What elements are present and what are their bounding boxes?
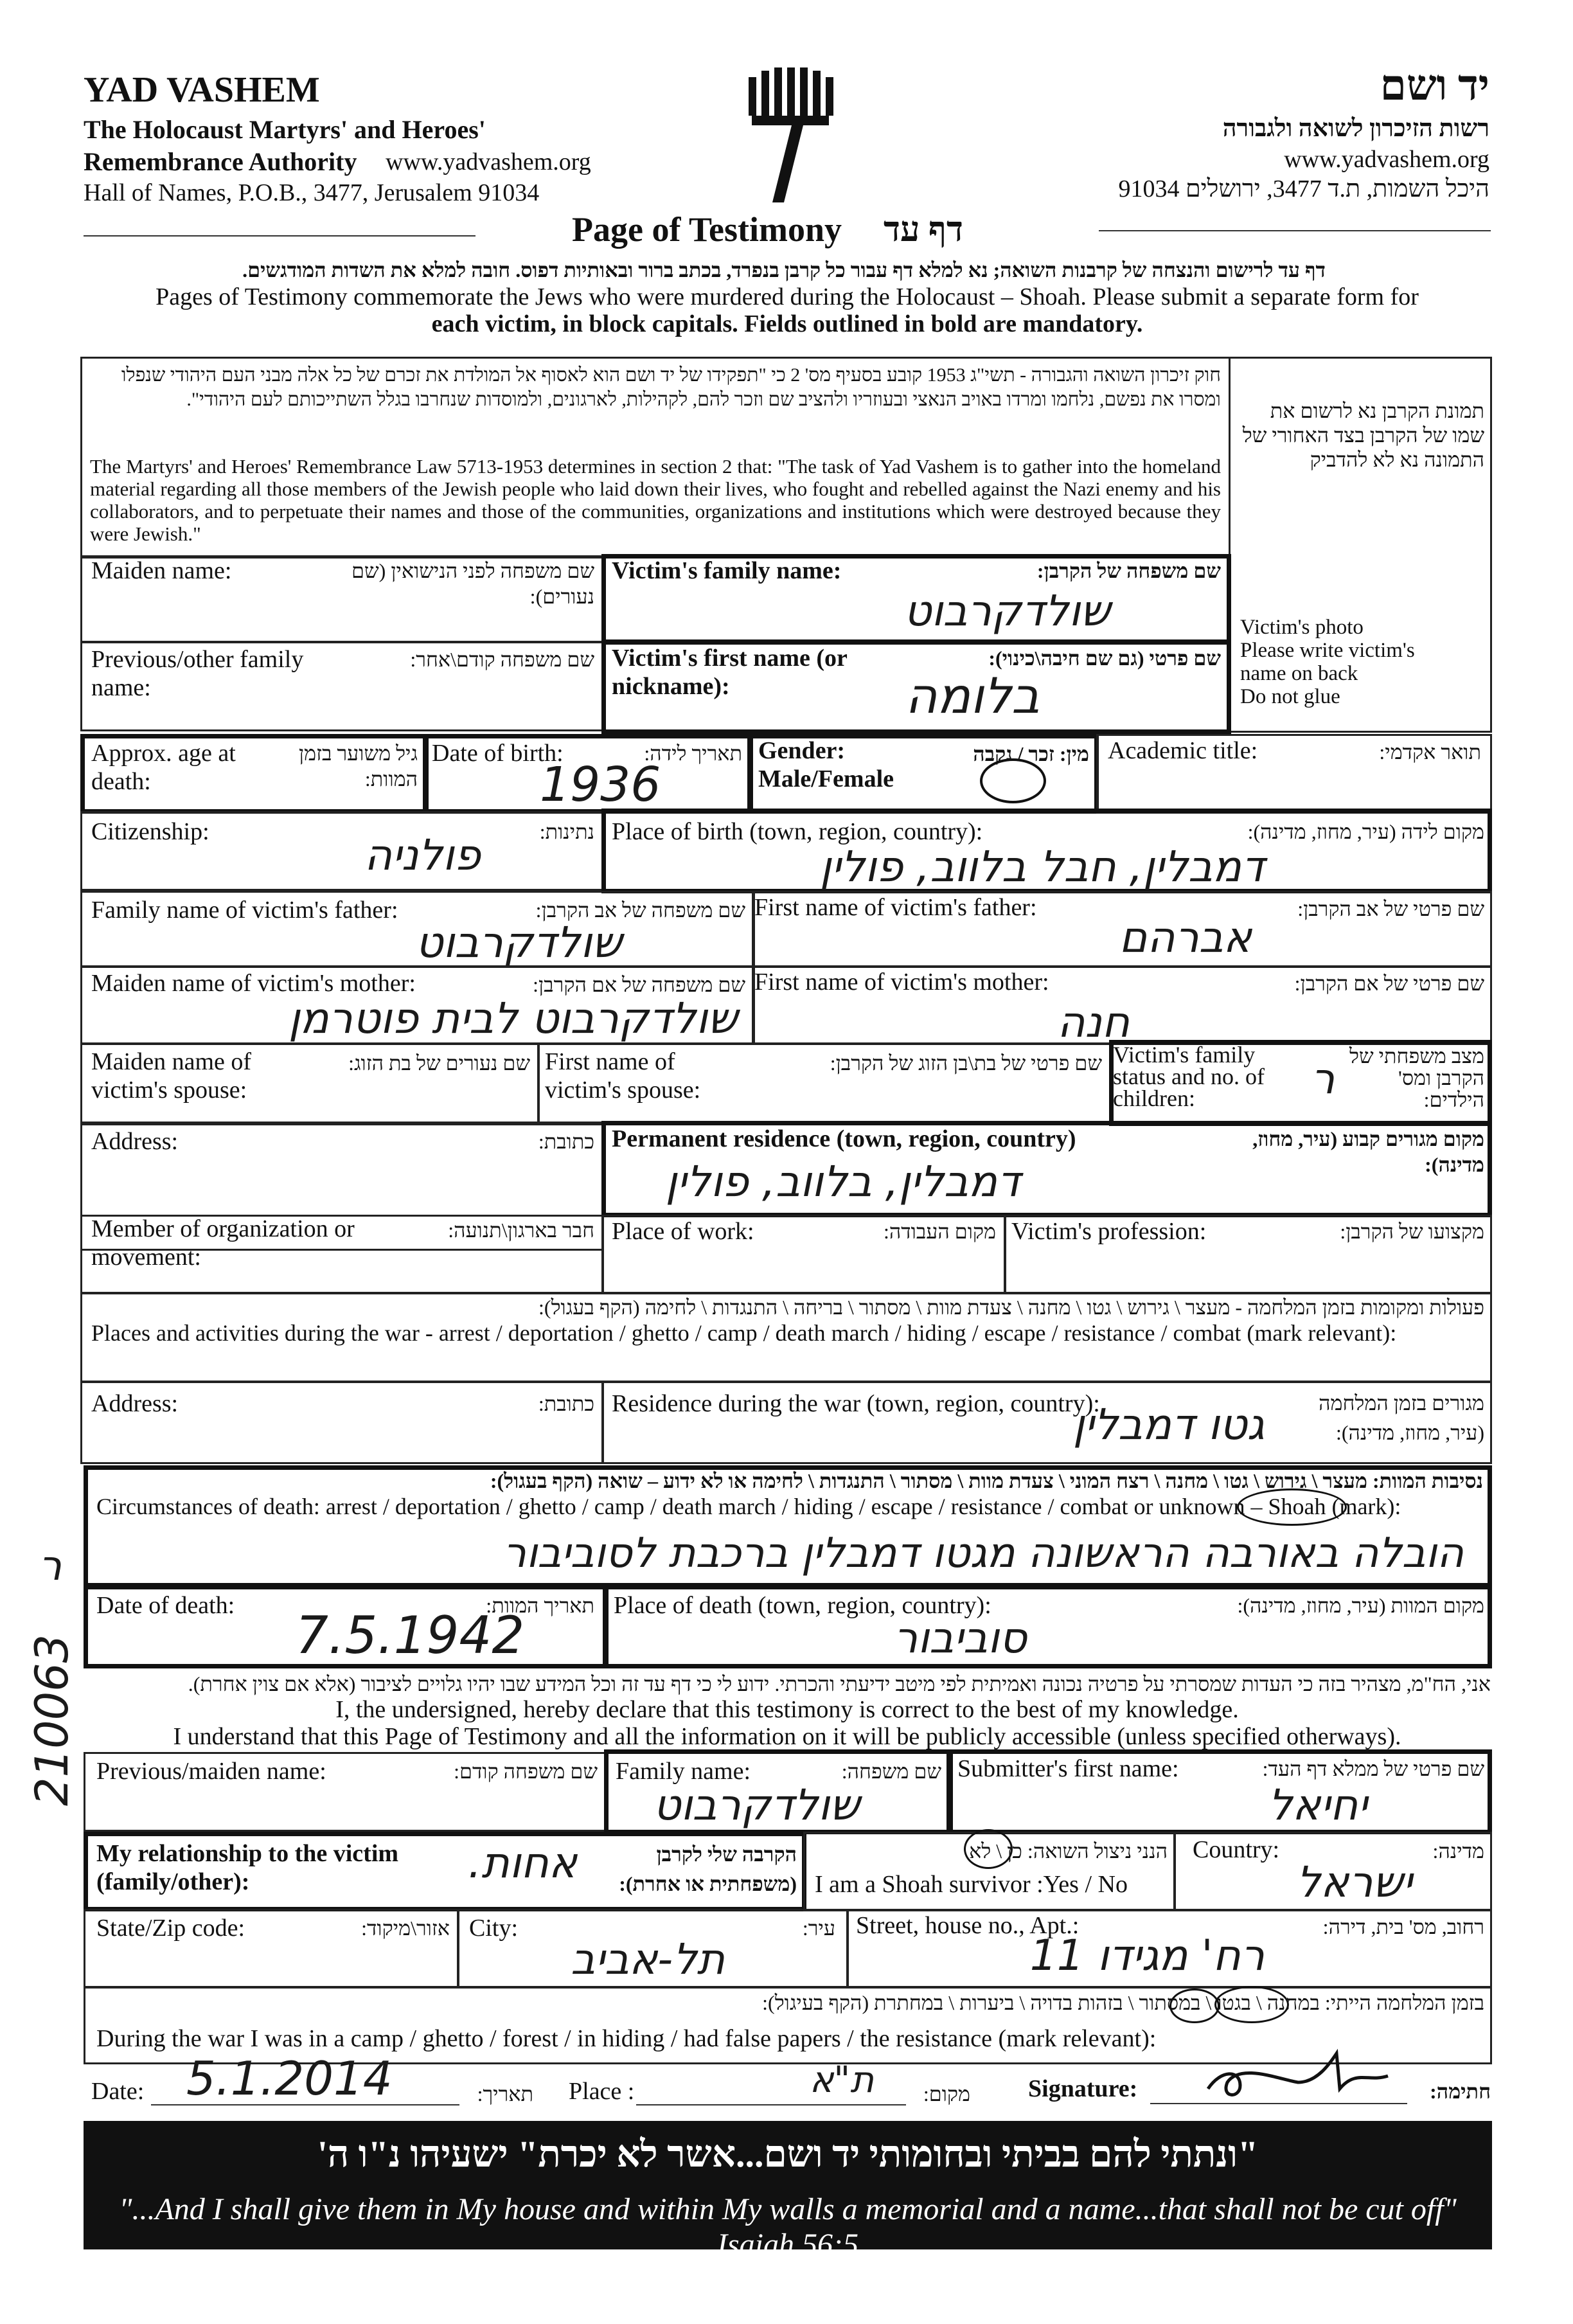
approx-age-label-en: Approx. age at death: xyxy=(91,740,236,795)
address-he: היכל השמות, ת.ד 3477, ירושלים 91034 xyxy=(1118,175,1489,202)
date-label-en: Date: xyxy=(91,2078,145,2105)
submitter-first-name-value: יחיאל xyxy=(1268,1780,1367,1830)
signature-label-en: Signature: xyxy=(1028,2075,1138,2102)
war-address-label-en: Address: xyxy=(91,1390,179,1417)
instructions-en-1: Pages of Testimony commemorate the Jews who were murdered during the Holocaust – Shoah. Please submit a separate form for xyxy=(156,283,1419,310)
place-of-work-label-en: Place of work: xyxy=(612,1218,754,1245)
place-label-en: Place : xyxy=(569,2078,635,2105)
signature-label-he: חתימה: xyxy=(1430,2080,1491,2103)
photo-instr-en-2: Please write victim's xyxy=(1240,639,1415,662)
law-text-he: חוק זיכרון השואה והגבורה - תשי"ג 1953 קובע בסעיף מס' 2 כי "תפקידו של יד ושם הוא לאסוף אל המולדת את זכרם של כל אלה מבני העם היהודי שנפלו ומסרו את נפשם, נלחמו ומרדו באויב הנאצי ובעוזריו ולהציב שם וזכר להם, לקהילות, לארגונים, ולמוסדות שנחרבו בגלל השתייכותם לעם היהודי". xyxy=(121,364,1221,410)
academic-title-label-en: Academic title: xyxy=(1108,737,1258,764)
place-of-death-label-en: Place of death (town, region, country): xyxy=(614,1592,991,1619)
permanent-residence-label-en: Permanent residence (town, region, country) xyxy=(612,1125,1076,1152)
date-of-birth-label-he: תאריך לידה: xyxy=(644,742,742,765)
shoah-survivor-label-en: I am a Shoah survivor :Yes / No xyxy=(815,1871,1128,1898)
mother-first-name-value: חנה xyxy=(1057,997,1130,1047)
father-first-name-value: אברהם xyxy=(1119,913,1252,962)
spouse-maiden-name-label-he: שם נעורים של בת הזוג: xyxy=(348,1051,530,1075)
submitter-first-name-label-he: שם פרטי של ממלא דף העד: xyxy=(1262,1757,1484,1780)
previous-name-label-en: Previous/other family name: xyxy=(91,646,304,701)
mother-first-name-label-en: First name of victim's mother: xyxy=(754,969,1049,996)
submitter-family-name-value: שולדקרבוט xyxy=(653,1780,860,1830)
profession-label-en: Victim's profession: xyxy=(1011,1218,1207,1245)
law-text-en: The Martyrs' and Heroes' Remembrance Law 5713-1953 determines in section 2 that: "The task of Yad Vashem is to gather into the homeland material regarding all those members of the Jewish people who laid down their lives, who fought and rebelled against the Nazi enemy and his collaborators, and to perpetuate their names and those of the communities, organizations and institutions which were destroyed because they were Jewish." xyxy=(90,455,1221,545)
family-status-label-en: Victim's family status and no. of children: xyxy=(1113,1042,1265,1111)
relationship-value: אחות. xyxy=(468,1838,577,1888)
page-title-he: דף עד xyxy=(884,210,963,249)
submitter-prev-name-label-he: שם משפחה קודם: xyxy=(454,1760,598,1783)
city-value: תל-אביב xyxy=(571,1935,725,1984)
signature-scribble-icon xyxy=(1202,2044,1394,2108)
state-zip-label-en: State/Zip code: xyxy=(96,1915,245,1942)
date-of-death-value: 7.5.1942 xyxy=(296,1605,525,1665)
profession-label-he: מקצועו של הקרבן: xyxy=(1340,1220,1484,1243)
gender-label-en: Gender: Male/Female xyxy=(758,737,894,792)
instructions-he: דף עד לרישום והנצחה של קרבנות השואה; נא למלא דף עבור כל קרבן בנפרד, בכתב ברור ובאותיות דפוס. חובה למלא את השדות המודגשים. xyxy=(242,258,1326,282)
citizenship-label-en: Citizenship: xyxy=(91,818,209,845)
footer-quote-he: "ונתתי להם בביתי ובחומותי יד ושם...אשר לא יכרת" ישעיהו נ"ו ה' xyxy=(317,2133,1259,2175)
date-of-birth-value: 1936 xyxy=(540,757,661,812)
submitter-war-label-he: בזמן המלחמה הייתי: במחנה \ בגטו \ במסתור \ בזהות בדויה \ ביערות \ במחתרת (הקף בעיגול): xyxy=(762,1991,1484,2014)
ghetto-circle-mark xyxy=(1169,1989,1220,2023)
org-name-he: יד ושם xyxy=(1380,62,1489,109)
place-of-birth-value: דמבלין, חבל בלווב, פולין xyxy=(819,842,1265,891)
place-of-death-value: סוביבור xyxy=(893,1613,1027,1663)
place-value: ת"א xyxy=(810,2059,874,2101)
war-activities-label-he: פעולות ומקומות בזמן המלחמה - מעצר \ גירוש \ גטו \ מחנה \ צעדת מוות \ מסתור \ בריחה \ התנגדות \ לחימה (הקף בעגול): xyxy=(538,1296,1484,1319)
war-residence-label-en: Residence during the war (town, region, country): xyxy=(612,1390,1100,1417)
place-of-birth-label-he: מקום לידה (עיר, מחוז, מדינה): xyxy=(1247,820,1484,843)
footer-quote-en: "...And I shall give them in My house and within My walls a memorial and a name...that shall not be cut off" Isaiah 56:5 xyxy=(119,2192,1457,2262)
city-label-he: עיר: xyxy=(802,1917,835,1940)
submitter-first-name-label-en: Submitter's first name: xyxy=(957,1755,1179,1782)
country-value: ישראל xyxy=(1296,1857,1412,1907)
approx-age-label-he: גיל משוער בזמן המוות: xyxy=(298,742,418,791)
father-family-name-label-he: שם משפחה של אב הקרבן: xyxy=(535,898,745,922)
citizenship-value: פולניה xyxy=(364,830,481,880)
yad-vashem-logo-icon xyxy=(733,64,848,212)
maiden-name-label-en: Maiden name: xyxy=(91,557,232,584)
date-of-birth-label-en: Date of birth: xyxy=(432,740,564,767)
website-he: www.yadvashem.org xyxy=(1284,146,1489,173)
street-value: רח' מגידו 11 xyxy=(1029,1931,1265,1980)
website-en: www.yadvashem.org xyxy=(386,148,591,175)
place-of-birth-label-en: Place of birth (town, region, country): xyxy=(612,818,983,845)
photo-instr-en-4: Do not glue xyxy=(1240,685,1340,708)
margin-number-value: 210063 xyxy=(26,1634,78,1806)
street-label-en: Street, house no., Apt.: xyxy=(856,1912,1080,1939)
war-residence-label-he: מגורים בזמן המלחמה (עיר, מחוז, מדינה): xyxy=(1319,1391,1484,1444)
academic-title-label-he: תואר אקדמי: xyxy=(1379,740,1481,764)
survivor-yes-circle-mark xyxy=(964,1829,1013,1869)
victim-first-name-label-he: שם פרטי (גם שם חיבה\כינוי): xyxy=(988,647,1221,670)
permanent-residence-label-he: מקום מגורים קבוע (עיר, מחוז, מדינה): xyxy=(1252,1127,1484,1176)
father-family-name-label-en: Family name of victim's father: xyxy=(91,897,398,924)
address-label-he: כתובת: xyxy=(538,1130,594,1153)
submitter-war-label-en: During the war I was in a camp / ghetto / forest / in hiding / had false papers / the resistance (mark relevant): xyxy=(96,2025,1157,2052)
combat-circle-mark xyxy=(1237,1488,1347,1526)
date-of-death-label-he: תאריך המוות: xyxy=(486,1594,594,1617)
victim-family-name-value: שולדקרבוט xyxy=(903,586,1110,636)
family-status-value: ר xyxy=(1311,1054,1335,1104)
header-line-right xyxy=(1099,230,1491,231)
place-of-death-label-he: מקום המוות (עיר, מחוז, מדינה): xyxy=(1237,1594,1484,1617)
mother-first-name-label-he: שם פרטי של אם הקרבן: xyxy=(1294,972,1484,995)
photo-instr-he: תמונת הקרבן נא לרשום את שמו של הקרבן בצד האחורי של התמונה נא לא להדביק xyxy=(1242,399,1484,471)
margin-mark-value: ר xyxy=(39,1542,62,1590)
relationship-label-en: My relationship to the victim (family/other): xyxy=(96,1840,399,1895)
spouse-maiden-name-label-en: Maiden name of victim's spouse: xyxy=(91,1048,252,1104)
member-organization-label-en: Member of organization or movement: xyxy=(91,1215,355,1271)
war-address-label-he: כתובת: xyxy=(538,1392,594,1415)
submitter-family-name-label-en: Family name: xyxy=(616,1758,751,1785)
instructions-en-2: each victim, in block capitals. Fields outlined in bold are mandatory. xyxy=(431,310,1143,337)
org-sub-en-1: The Holocaust Martyrs' and Heroes' xyxy=(84,115,486,144)
father-first-name-label-en: First name of victim's father: xyxy=(754,894,1037,921)
city-label-en: City: xyxy=(469,1915,519,1942)
permanent-residence-value: דמבלין, בלווב, פולין xyxy=(665,1157,1020,1206)
citizenship-label-he: נתינות: xyxy=(539,820,594,843)
place-line xyxy=(636,2104,906,2105)
date-value: 5.1.2014 xyxy=(186,2051,393,2105)
address-en: Hall of Names, P.O.B., 3477, Jerusalem 91034 xyxy=(84,179,540,206)
declaration-en-1: I, the undersigned, hereby declare that this testimony is correct to the best of my knowledge. xyxy=(335,1696,1239,1723)
submitter-prev-name-label-en: Previous/maiden name: xyxy=(96,1758,326,1785)
photo-instr-en-1: Victim's photo xyxy=(1240,616,1364,639)
place-label-he: מקום: xyxy=(923,2082,970,2105)
victim-family-name-label-en: Victim's family name: xyxy=(612,557,842,584)
spouse-first-name-label-en: First name of victim's spouse: xyxy=(545,1048,701,1104)
declaration-en-2: I understand that this Page of Testimony and all the information on it will be publicly accessible (unless specified otherways). xyxy=(173,1723,1401,1750)
declaration-he: אני, הח"מ, מצהיר בזה כי העדות שמסרתי על פרטיה נכונה ואמיתית לפי מיטב ידיעתי והכרתי. ידוע לי כי דף עד זה וכל המידע שבו יהיו גלויים לציבור (אלא אם צוין אחרת). xyxy=(188,1672,1491,1695)
org-sub-he: רשות הזיכרון לשואה ולגבורה xyxy=(1222,115,1489,142)
circumstances-label-he: נסיבות המוות: מעצר \ גירוש \ גטו \ מחנה \ רצח המוני \ צעדת מוות \ מסתור \ התנגדות \ לחימה או לא ידוע – שואה (הקף בעגול): xyxy=(490,1469,1483,1492)
spouse-first-name-label-he: שם פרטי של בת\בן הזוג של הקרבן: xyxy=(830,1051,1102,1075)
camp-circle-mark xyxy=(1214,1986,1289,2023)
country-label-he: מדינה: xyxy=(1432,1839,1484,1863)
date-of-death-label-en: Date of death: xyxy=(96,1592,235,1619)
photo-instr-en-3: name on back xyxy=(1240,662,1358,685)
org-name-en: YAD VASHEM xyxy=(84,70,320,110)
mother-maiden-name-label-en: Maiden name of victim's mother: xyxy=(91,970,416,997)
family-status-label-he: מצב משפחתי של הקרבן ומס' הילדים: xyxy=(1349,1044,1484,1111)
mother-maiden-name-label-he: שם משפחה של אם הקרבן: xyxy=(533,973,745,996)
victim-first-name-label-en: Victim's first name (or nickname): xyxy=(612,645,848,700)
date-label-he: תאריך: xyxy=(477,2082,533,2105)
header-line-left xyxy=(84,235,475,237)
maiden-name-label-he: שם משפחה לפני הנישואין (שם נעורים): xyxy=(351,559,594,608)
victim-family-name-label-he: שם משפחה של הקרבן: xyxy=(1036,559,1221,582)
father-family-name-value: שולדקרבוט xyxy=(415,918,622,967)
gender-label-he: מין: זכר / נקבה xyxy=(973,742,1089,765)
war-residence-value: גטו דמבלין xyxy=(1072,1400,1265,1449)
father-first-name-label-he: שם פרטי של אב הקרבן: xyxy=(1297,897,1484,920)
state-zip-label-he: אזור\מיקוד: xyxy=(361,1917,450,1940)
circumstances-label-en: Circumstances of death: arrest / deportation / ghetto / camp / death march / hiding / escape / resistance / combat or unknown – Shoah (mark): xyxy=(96,1494,1401,1519)
address-label-en: Address: xyxy=(91,1128,179,1155)
circumstances-value: הובלה באורבה הראשונה מגטו דמבלין ברכבת לסוביבור xyxy=(502,1530,1464,1577)
place-of-work-label-he: מקום העבודה: xyxy=(883,1220,996,1243)
country-label-en: Country: xyxy=(1193,1836,1280,1863)
female-circle-mark xyxy=(980,758,1046,803)
shoah-survivor-label-he: הנני ניצול השואה: כן \ לא xyxy=(969,1839,1168,1863)
member-organization-label-he: חבר בארגון\תנועה: xyxy=(448,1219,594,1242)
submitter-family-name-label-he: שם משפחה: xyxy=(841,1760,941,1783)
war-activities-label-en: Places and activities during the war - arrest / deportation / ghetto / camp / death march / hiding / escape / resistance / combat (mark relevant): xyxy=(91,1320,1397,1346)
street-label-he: רחוב, מס' בית, דירה: xyxy=(1322,1915,1484,1938)
previous-name-label-he: שם משפחה קודם\אחר: xyxy=(410,648,594,671)
victim-first-name-value: בלומה xyxy=(905,667,1040,724)
mother-maiden-name-value: שולדקרבוט לבית פוטרמן xyxy=(288,994,738,1043)
page-title-en: Page of Testimony xyxy=(572,210,842,249)
relationship-label-he: הקרבה שלי לקרבן (משפחתית או אחרת): xyxy=(619,1843,797,1895)
org-sub-en-2: Remembrance Authority xyxy=(84,147,357,176)
